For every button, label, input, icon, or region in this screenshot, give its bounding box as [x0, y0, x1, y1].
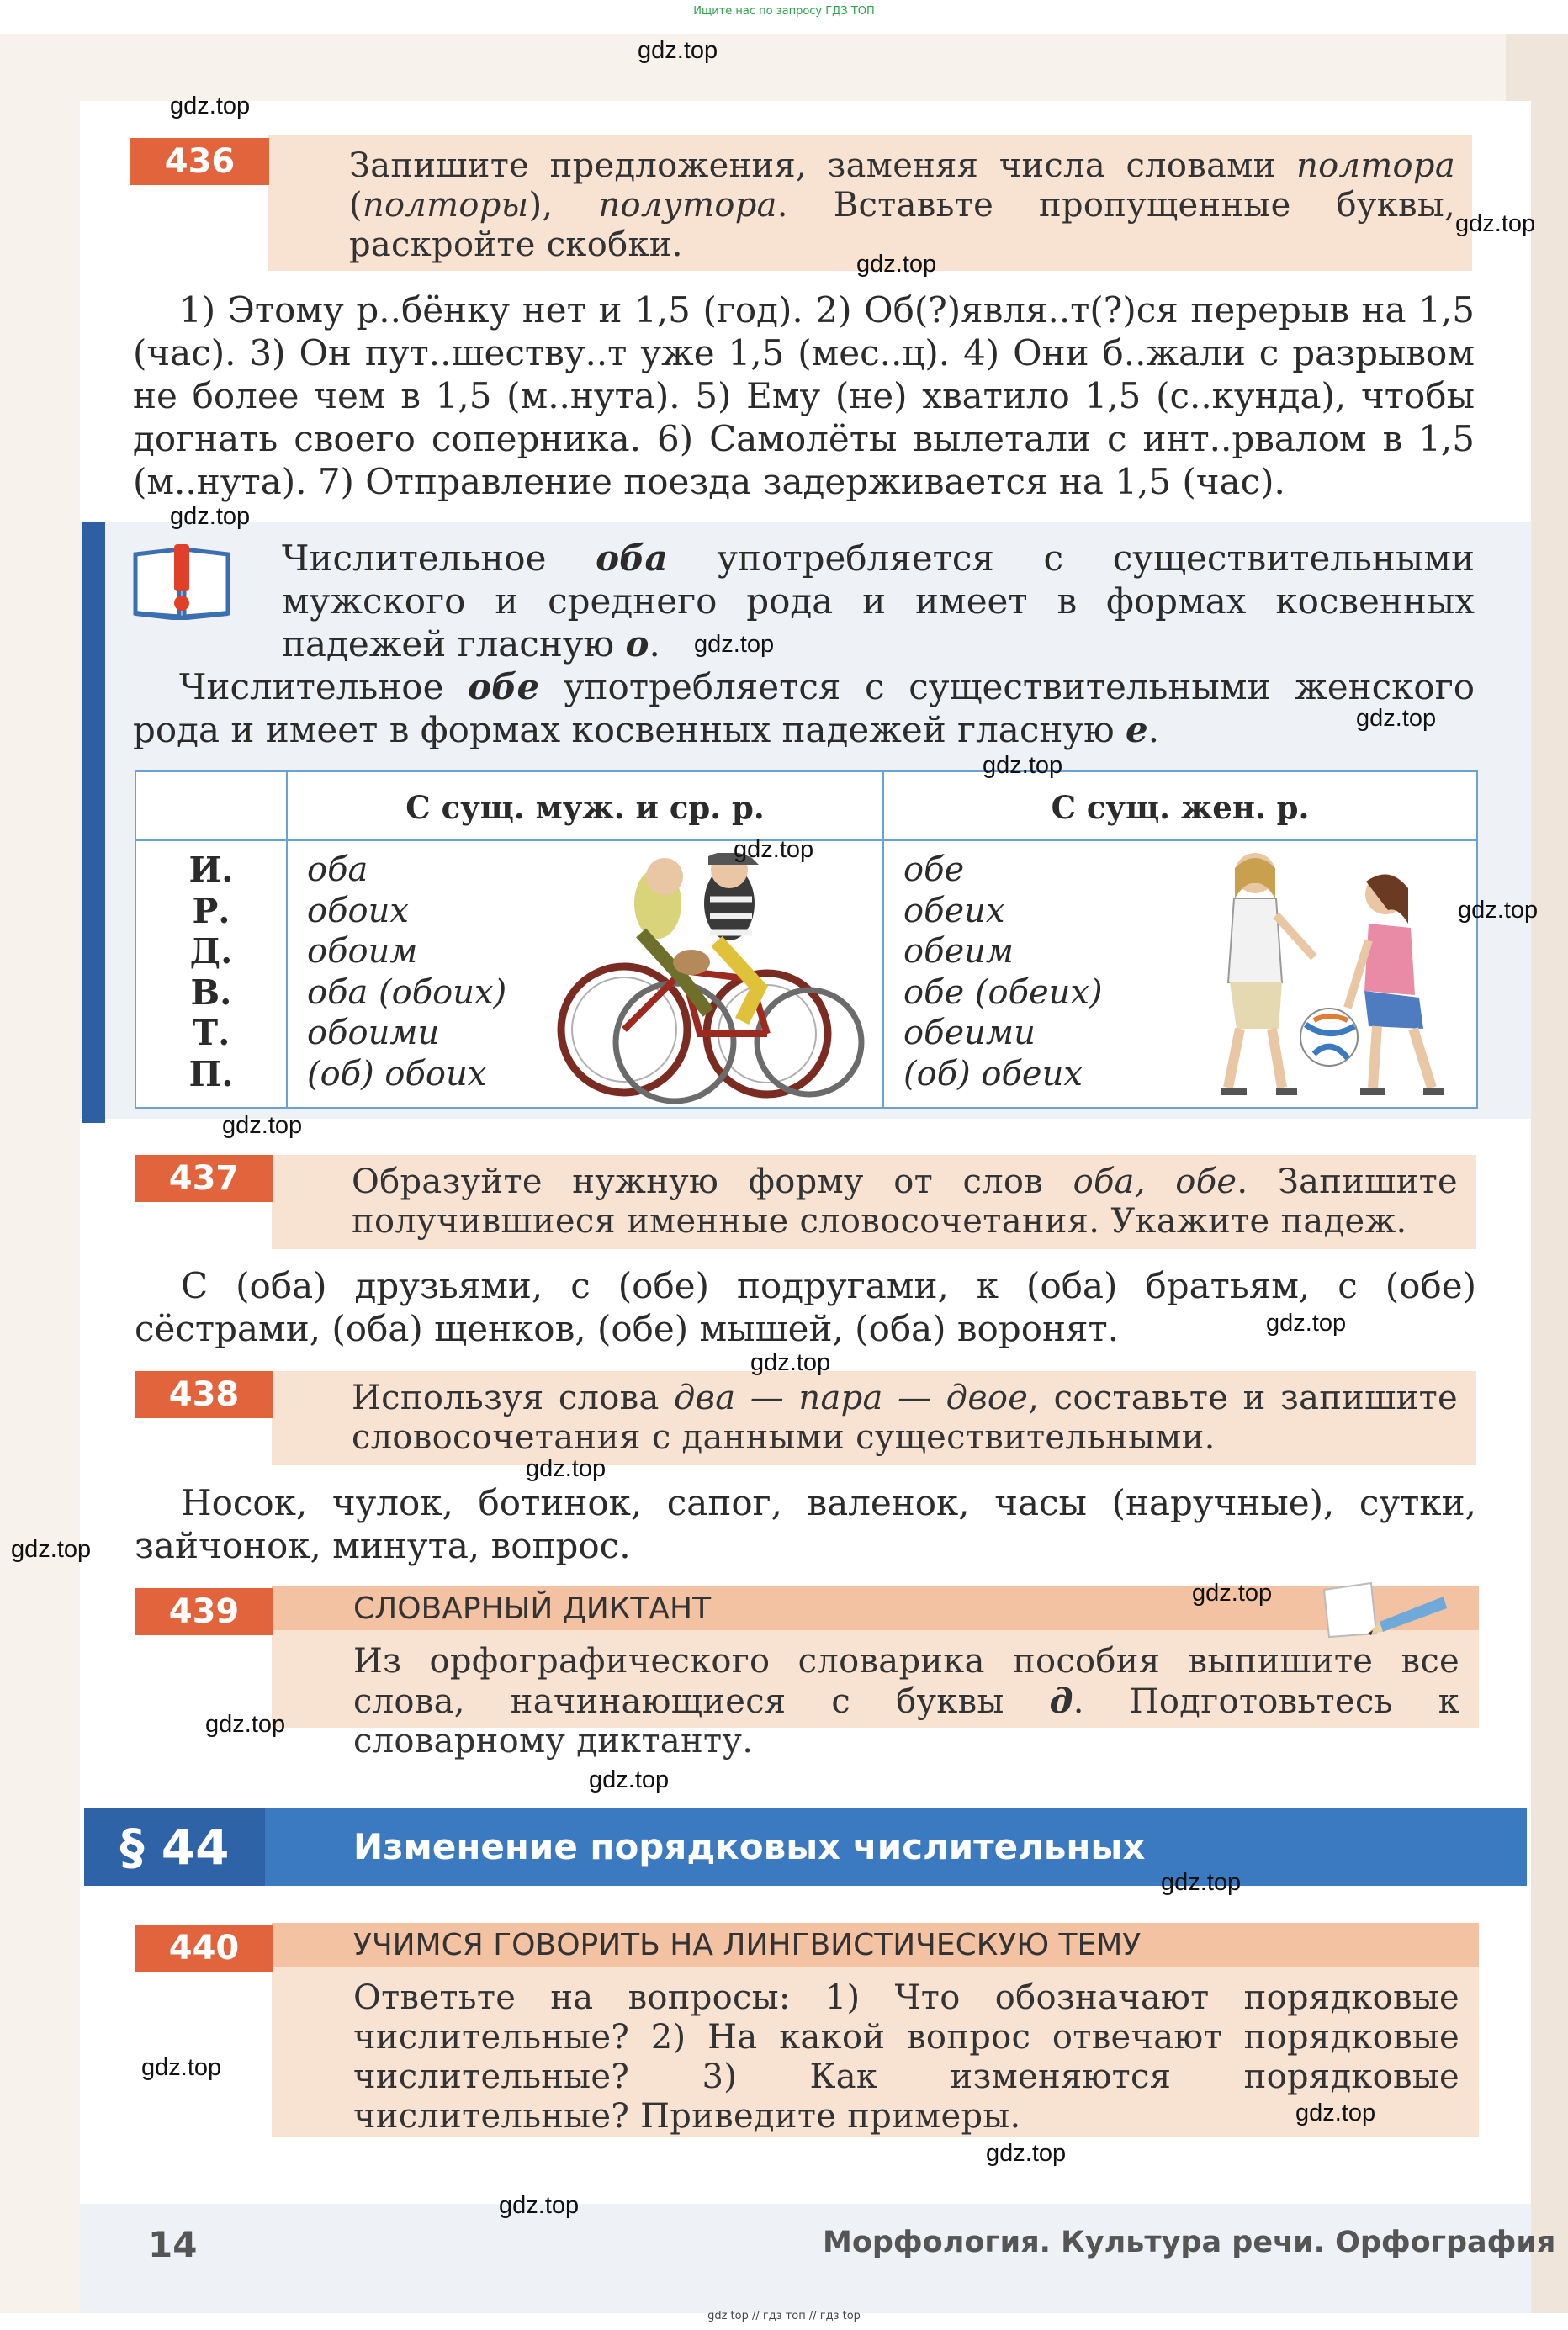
- rule-icon: [130, 543, 233, 620]
- task-437-number: 437: [135, 1155, 273, 1202]
- watermark: gdz.top: [222, 1112, 303, 1139]
- fem-form: обеих: [903, 891, 1005, 930]
- watermark: gdz.top: [1455, 210, 1536, 237]
- watermark: gdz.top: [734, 836, 814, 863]
- footer-title: Морфология. Культура речи. Орфография: [823, 2226, 1556, 2259]
- task-436-text: 1) Этому р..бёнку нет и 1,5 (год). 2) Об(?)явля..т(?)ся перерыв на 1,5 (час). 3) Он пут..шеству..т уже 1,5 (мес..ц). 4) Они б..жали с разрывом не более чем в 1,5 (м..нута). 5) Ему (не) хватило 1,5 (с..кунда), чтобы догнать своего соперника. 6) Самолёты вылетали с инт..рвалом в 1,5 (м..нута). 7) Отправление поезда задерживается на 1,5 (час).: [133, 289, 1475, 502]
- watermark: gdz.top: [983, 752, 1063, 779]
- pencil-icon: [1321, 1581, 1447, 1639]
- task-439-number: 439: [135, 1588, 273, 1635]
- masc-form: (об) обоих: [307, 1054, 487, 1094]
- watermark: gdz.top: [1161, 1869, 1242, 1896]
- bottom-note: gdz top // гдз топ // гдз top: [707, 2310, 861, 2322]
- watermark: gdz.top: [1295, 2100, 1376, 2126]
- fem-form: (об) обеих: [903, 1054, 1083, 1094]
- case-label: В.: [190, 972, 232, 1013]
- fem-form: обеими: [903, 1014, 1036, 1052]
- watermark: gdz.top: [141, 2054, 222, 2081]
- masc-form: оба: [307, 850, 368, 889]
- masc-form: обоими: [307, 1014, 440, 1052]
- case-label: П.: [188, 1053, 234, 1094]
- watermark: gdz.top: [499, 2192, 580, 2219]
- watermark: gdz.top: [205, 1711, 286, 1738]
- fem-form: обеим: [903, 932, 1014, 971]
- task-437-instruction: Образуйте нужную форму от слов оба, обе. Запишите получившиеся именные словосочетания. Укажите падеж.: [352, 1162, 1458, 1241]
- watermark: gdz.top: [638, 37, 718, 64]
- task-438-text: Носок, чулок, ботинок, сапог, валенок, часы (наручные), сутки, зайчонок, минута, вопрос.: [135, 1482, 1476, 1566]
- fem-form: обе (обеих): [903, 972, 1103, 1012]
- task-438-instruction: Используя слова два — пара — двое, составьте и запишите словосочетания с данными существительными.: [352, 1379, 1458, 1457]
- watermark: gdz.top: [1356, 705, 1437, 732]
- fem-form: обе: [903, 850, 965, 889]
- masc-form: обоим: [307, 932, 418, 971]
- section-number: § 44: [84, 1808, 265, 1886]
- page-number: 14: [148, 2224, 198, 2265]
- rule-sidebar: [82, 522, 105, 1123]
- top-note: Ищите нас по запросу ГДЗ ТОП: [693, 5, 875, 18]
- case-label: И.: [188, 850, 234, 890]
- fem-forms-column: [903, 850, 1103, 1094]
- watermark: gdz.top: [170, 503, 251, 530]
- masc-forms-column: [307, 850, 506, 1094]
- watermark: gdz.top: [694, 631, 775, 658]
- watermark: gdz.top: [750, 1349, 831, 1376]
- cyclists-illustration: [557, 853, 868, 1105]
- rule-line-1: Числительное оба употребляется с существительными мужского и среднего рода и имеет в формах косвенных падежей гласную о.: [282, 537, 1475, 665]
- watermark: gdz.top: [856, 251, 937, 278]
- case-label: Р.: [192, 890, 230, 931]
- table-header-masc: С сущ. муж. и ср. р.: [405, 789, 765, 826]
- task-439-heading: СЛОВАРНЫЙ ДИКТАНТ: [353, 1591, 712, 1626]
- watermark: gdz.top: [1192, 1580, 1273, 1607]
- watermark: gdz.top: [589, 1766, 670, 1793]
- task-440-instruction: Ответьте на вопросы: 1) Что обозначают порядковые числительные? 2) На какой вопрос отвечают порядковые числительные? 3) Как изменяются порядковые числительные? Приведите примеры.: [353, 1978, 1459, 2136]
- task-436-number: 436: [130, 138, 269, 185]
- watermark: gdz.top: [986, 2140, 1067, 2167]
- case-column: [136, 850, 286, 1094]
- task-440-heading: УЧИМСЯ ГОВОРИТЬ НА ЛИНГВИСТИЧЕСКУЮ ТЕМУ: [353, 1928, 1142, 1962]
- masc-form: оба (обоих): [307, 972, 507, 1012]
- masc-form: обоих: [307, 891, 409, 930]
- case-label: Д.: [189, 931, 233, 972]
- rule-line-2: Числительное обе употребляется с существительными женского рода и имеет в формах косвенных падежей гласную е.: [133, 666, 1475, 750]
- watermark: gdz.top: [1458, 897, 1539, 924]
- task-437-text: С (оба) друзьями, с (обе) подругами, к (оба) братьям, с (обе) сёстрами, (оба) щенков, (обе) мышей, (оба) воронят.: [135, 1265, 1476, 1349]
- watermark: gdz.top: [526, 1455, 607, 1482]
- watermark: gdz.top: [11, 1536, 92, 1563]
- task-438-number: 438: [135, 1371, 273, 1418]
- watermark: gdz.top: [170, 93, 251, 119]
- task-439-instruction: Из орфографического словарика пособия выпишите все слова, начинающиеся с буквы д. Подготовьтесь к словарному диктанту.: [353, 1642, 1459, 1761]
- task-440-number: 440: [135, 1925, 273, 1972]
- watermark: gdz.top: [1266, 1310, 1347, 1337]
- task-436-instruction: Запишите предложения, заменяя числа словами полтора (полторы), полутора. Вставьте пропущенные буквы, раскройте скобки.: [349, 146, 1455, 264]
- declension-table: [135, 770, 1478, 1109]
- case-label: Т.: [192, 1013, 230, 1053]
- table-header-fem: С сущ. жен. р.: [1051, 789, 1310, 826]
- girls-ball-illustration: [1188, 848, 1465, 1104]
- section-title: Изменение порядковых числительных: [353, 1826, 1146, 1867]
